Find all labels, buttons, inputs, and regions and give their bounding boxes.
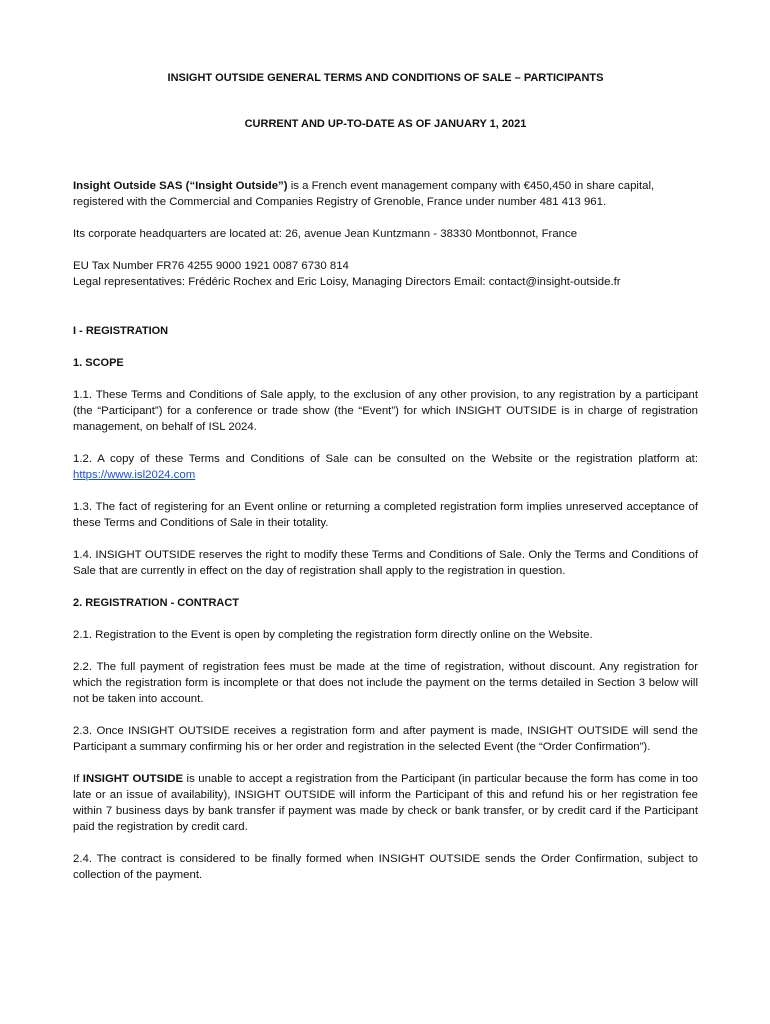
paragraph-1-2 xyxy=(73,451,698,483)
paragraph-2-1: 2.1. Registration to the Event is open by completing the registration form directly online on the Website. xyxy=(73,629,593,641)
paragraph-refusal-lead: If xyxy=(73,773,83,785)
headquarters-address: Its corporate headquarters are located at: 26, avenue Jean Kuntzmann - 38330 Montbonnot, France xyxy=(73,228,578,240)
registration-website-link[interactable]: https://www.isl2024.com xyxy=(73,469,196,481)
registration-contract-heading: 2. REGISTRATION - CONTRACT xyxy=(73,597,240,609)
paragraph-1-3: 1.3. The fact of registering for an Event online or returning a completed registration form implies unreserved acceptance of these Terms and Conditions of Sale in their totality. xyxy=(73,501,698,529)
paragraph-refusal-company: INSIGHT OUTSIDE xyxy=(82,773,184,785)
company-intro xyxy=(73,178,698,210)
company-name: Insight Outside SAS (“Insight Outside”) xyxy=(73,180,288,192)
document-title: INSIGHT OUTSIDE GENERAL TERMS AND CONDITIONS OF SALE – PARTICIPANTS xyxy=(167,72,604,84)
company-description: is a French event management company with €450,450 in share capital, registered with the Commercial and Companies Registry of Grenoble, France under number 481 413 961. xyxy=(73,180,655,208)
paragraph-1-2-text: 1.2. A copy of these Terms and Conditions of Sale can be consulted on the Website or the registration platform at: xyxy=(73,453,698,465)
section-registration-title: I - REGISTRATION xyxy=(73,325,169,337)
paragraph-1-1: 1.1. These Terms and Conditions of Sale apply, to the exclusion of any other provision, to any registration by a participant (the “Participant”) for a conference or trade show (the “Event”) for which INSIGHT OUTSIDE is in charge of registration management, on behalf of ISL 2024. xyxy=(73,389,698,433)
paragraph-refusal xyxy=(73,771,698,835)
scope-heading: 1. SCOPE xyxy=(73,357,124,369)
paragraph-2-2: 2.2. The full payment of registration fees must be made at the time of registration, without discount. Any registration for which the registration form is incomplete or that does not include the payment on the terms detailed in Section 3 below will not be taken into account. xyxy=(73,661,698,705)
tax-number: EU Tax Number FR76 4255 9000 1921 0087 6730 814 xyxy=(73,260,349,272)
legal-representatives: Legal representatives: Frédéric Rochex and Eric Loisy, Managing Directors Email: contact@insight-outside.fr xyxy=(73,276,621,288)
paragraph-refusal-text: is unable to accept a registration from the Participant (in particular because the form has come in too late or an issue of availability), INSIGHT OUTSIDE will inform the Participant of this and refund his or her registration fee within 7 business days by bank transfer if payment was made by check or bank transfer, or by credit card if the Participant paid the registration by credit card. xyxy=(73,773,699,833)
paragraph-2-3: 2.3. Once INSIGHT OUTSIDE receives a registration form and after payment is made, INSIGHT OUTSIDE will send the Participant a summary confirming his or her order and registration in the selected Event (the “Order Confirmation”). xyxy=(73,725,698,753)
paragraph-1-4: 1.4. INSIGHT OUTSIDE reserves the right to modify these Terms and Conditions of Sale. Only the Terms and Conditions of Sale that are currently in effect on the day of registration shall apply to the registration in question. xyxy=(73,549,698,577)
paragraph-2-4: 2.4. The contract is considered to be finally formed when INSIGHT OUTSIDE sends the Order Confirmation, subject to collection of the payment. xyxy=(73,853,698,881)
document-body xyxy=(73,62,698,883)
document-subtitle: CURRENT AND UP-TO-DATE AS OF JANUARY 1, 2021 xyxy=(244,118,527,130)
